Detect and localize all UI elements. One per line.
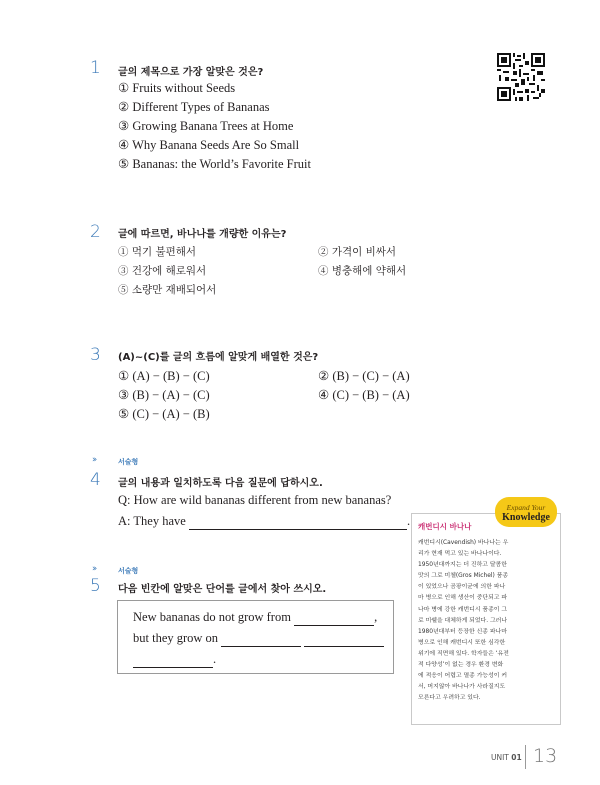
expand-line: 1950년대까지는 더 진하고 달콤한 [418,562,507,569]
expand-line: 모른다고 우려하고 있다. [418,695,481,702]
question-1-title: 글의 제목으로 가장 알맞은 것은? [118,67,264,78]
double-chevron-icon: ›› [92,455,96,465]
q2-option-3[interactable]: ③ 건강에 해로워서 [118,265,207,277]
expand-badge-line-2: Knowledge [502,512,550,523]
expand-badge-line-1: Expand Your [506,503,546,512]
question-4-number: 4 [90,470,101,490]
q4-question-text: Q: How are wild bananas different from new bananas? [118,493,392,507]
expand-line: 에 적응이 어렵고 멸종 가능성이 커 [418,673,508,680]
expand-line: 1980년대부터 등장한 신종 파나마 [418,628,507,635]
q5-line-1 [133,610,377,626]
question-3-number: 3 [90,345,101,365]
q3-option-5[interactable]: ⑤ (C) − (A) − (B) [118,407,210,421]
expand-line: 캐번디시(Cavendish) 바나나는 우 [418,540,509,546]
question-5-title: 다음 빈칸에 알맞은 단어를 글에서 찾아 쓰시오. [118,584,327,595]
q5-blank-3[interactable] [304,631,384,647]
expand-line: 이 있었으나 곰팡이균에 의한 파나 [418,584,506,591]
question-2-number: 2 [90,222,101,242]
q3-option-4[interactable]: ④ (C) − (B) − (A) [318,388,410,402]
q5-line-1-text: New bananas do not grow from [133,610,291,624]
q4-answer-prefix: A: They have [118,514,186,528]
footer-unit-label: UNIT [491,753,509,762]
q5-blank-2[interactable] [221,631,301,647]
q1-option-2[interactable]: ② Different Types of Bananas [118,100,270,114]
q2-option-5[interactable]: ⑤ 소량만 재배되어서 [118,284,217,296]
footer-unit [491,753,522,762]
q2-option-2[interactable]: ② 가격이 비싸서 [318,246,397,258]
q5-line-3-end: . [213,652,217,666]
question-3-title: (A)~(C)를 글의 흐름에 알맞게 배열한 것은? [118,352,319,363]
q4-answer-end: . [406,514,411,528]
expand-line: 맛의 그로 미첼(Gros Michel) 품종 [418,573,509,580]
q1-option-5[interactable]: ⑤ Bananas: the World’s Favorite Fruit [118,157,311,171]
q5-line-2 [133,631,384,647]
q4-answer-blank[interactable] [189,514,407,530]
expand-line: 병으로 인해 캐번디시 또한 심각한 [418,639,506,646]
expand-knowledge-body [418,538,553,704]
q5-blank-4[interactable] [133,652,213,668]
q5-line-2-text: but they grow on [133,631,219,645]
q3-option-3[interactable]: ③ (B) − (A) − (C) [118,388,210,402]
question-4-title: 글의 내용과 일치하도록 다음 질문에 답하시오. [118,478,323,489]
question-5-type-tag: 서술형 [118,567,139,575]
q1-option-3[interactable]: ③ Growing Banana Trees at Home [118,119,294,133]
q2-option-4[interactable]: ④ 병충해에 약해서 [318,265,407,277]
expand-knowledge-title: 캐번디시 바나나 [418,522,472,531]
q2-option-1[interactable]: ① 먹기 불편해서 [118,246,197,258]
q5-line-1-end: , [374,610,378,624]
double-chevron-icon: ›› [92,564,96,574]
q5-line-3 [133,652,216,668]
q1-option-4[interactable]: ④ Why Banana Seeds Are So Small [118,138,300,152]
q5-blank-1[interactable] [294,610,374,626]
expand-line: 서, 머지않아 바나나가 사라질지도 [418,684,506,691]
footer-divider [525,745,526,769]
page-number: 13 [533,745,558,767]
question-2-title: 글에 따르면, 바나나를 개량한 이유는? [118,229,287,240]
expand-line: 로 미쉘을 대체하게 되었다. 그러나 [418,617,508,624]
expand-line: 마 병으로 인해 생산이 중단되고 파 [418,595,508,602]
question-5-number: 5 [90,576,101,596]
expand-line: 나마 병에 강한 캐번디시 품종이 그 [418,606,508,613]
question-1-number: 1 [90,58,101,78]
expand-line: 리가 현재 먹고 있는 바나나이다. [418,551,502,558]
q3-option-2[interactable]: ② (B) − (C) − (A) [318,369,410,383]
q4-answer-line [118,514,410,530]
q1-option-1[interactable]: ① Fruits without Seeds [118,81,236,95]
q3-option-1[interactable]: ① (A) − (B) − (C) [118,369,210,383]
footer-unit-number: 01 [511,753,522,762]
expand-line: 위기에 직면해 있다. 학자들은 ‘유전 [418,650,509,657]
expand-line: 적 다양성’이 없는 경우 환경 변화 [418,662,504,669]
question-4-type-tag: 서술형 [118,458,139,466]
qr-code-icon[interactable] [497,53,545,101]
